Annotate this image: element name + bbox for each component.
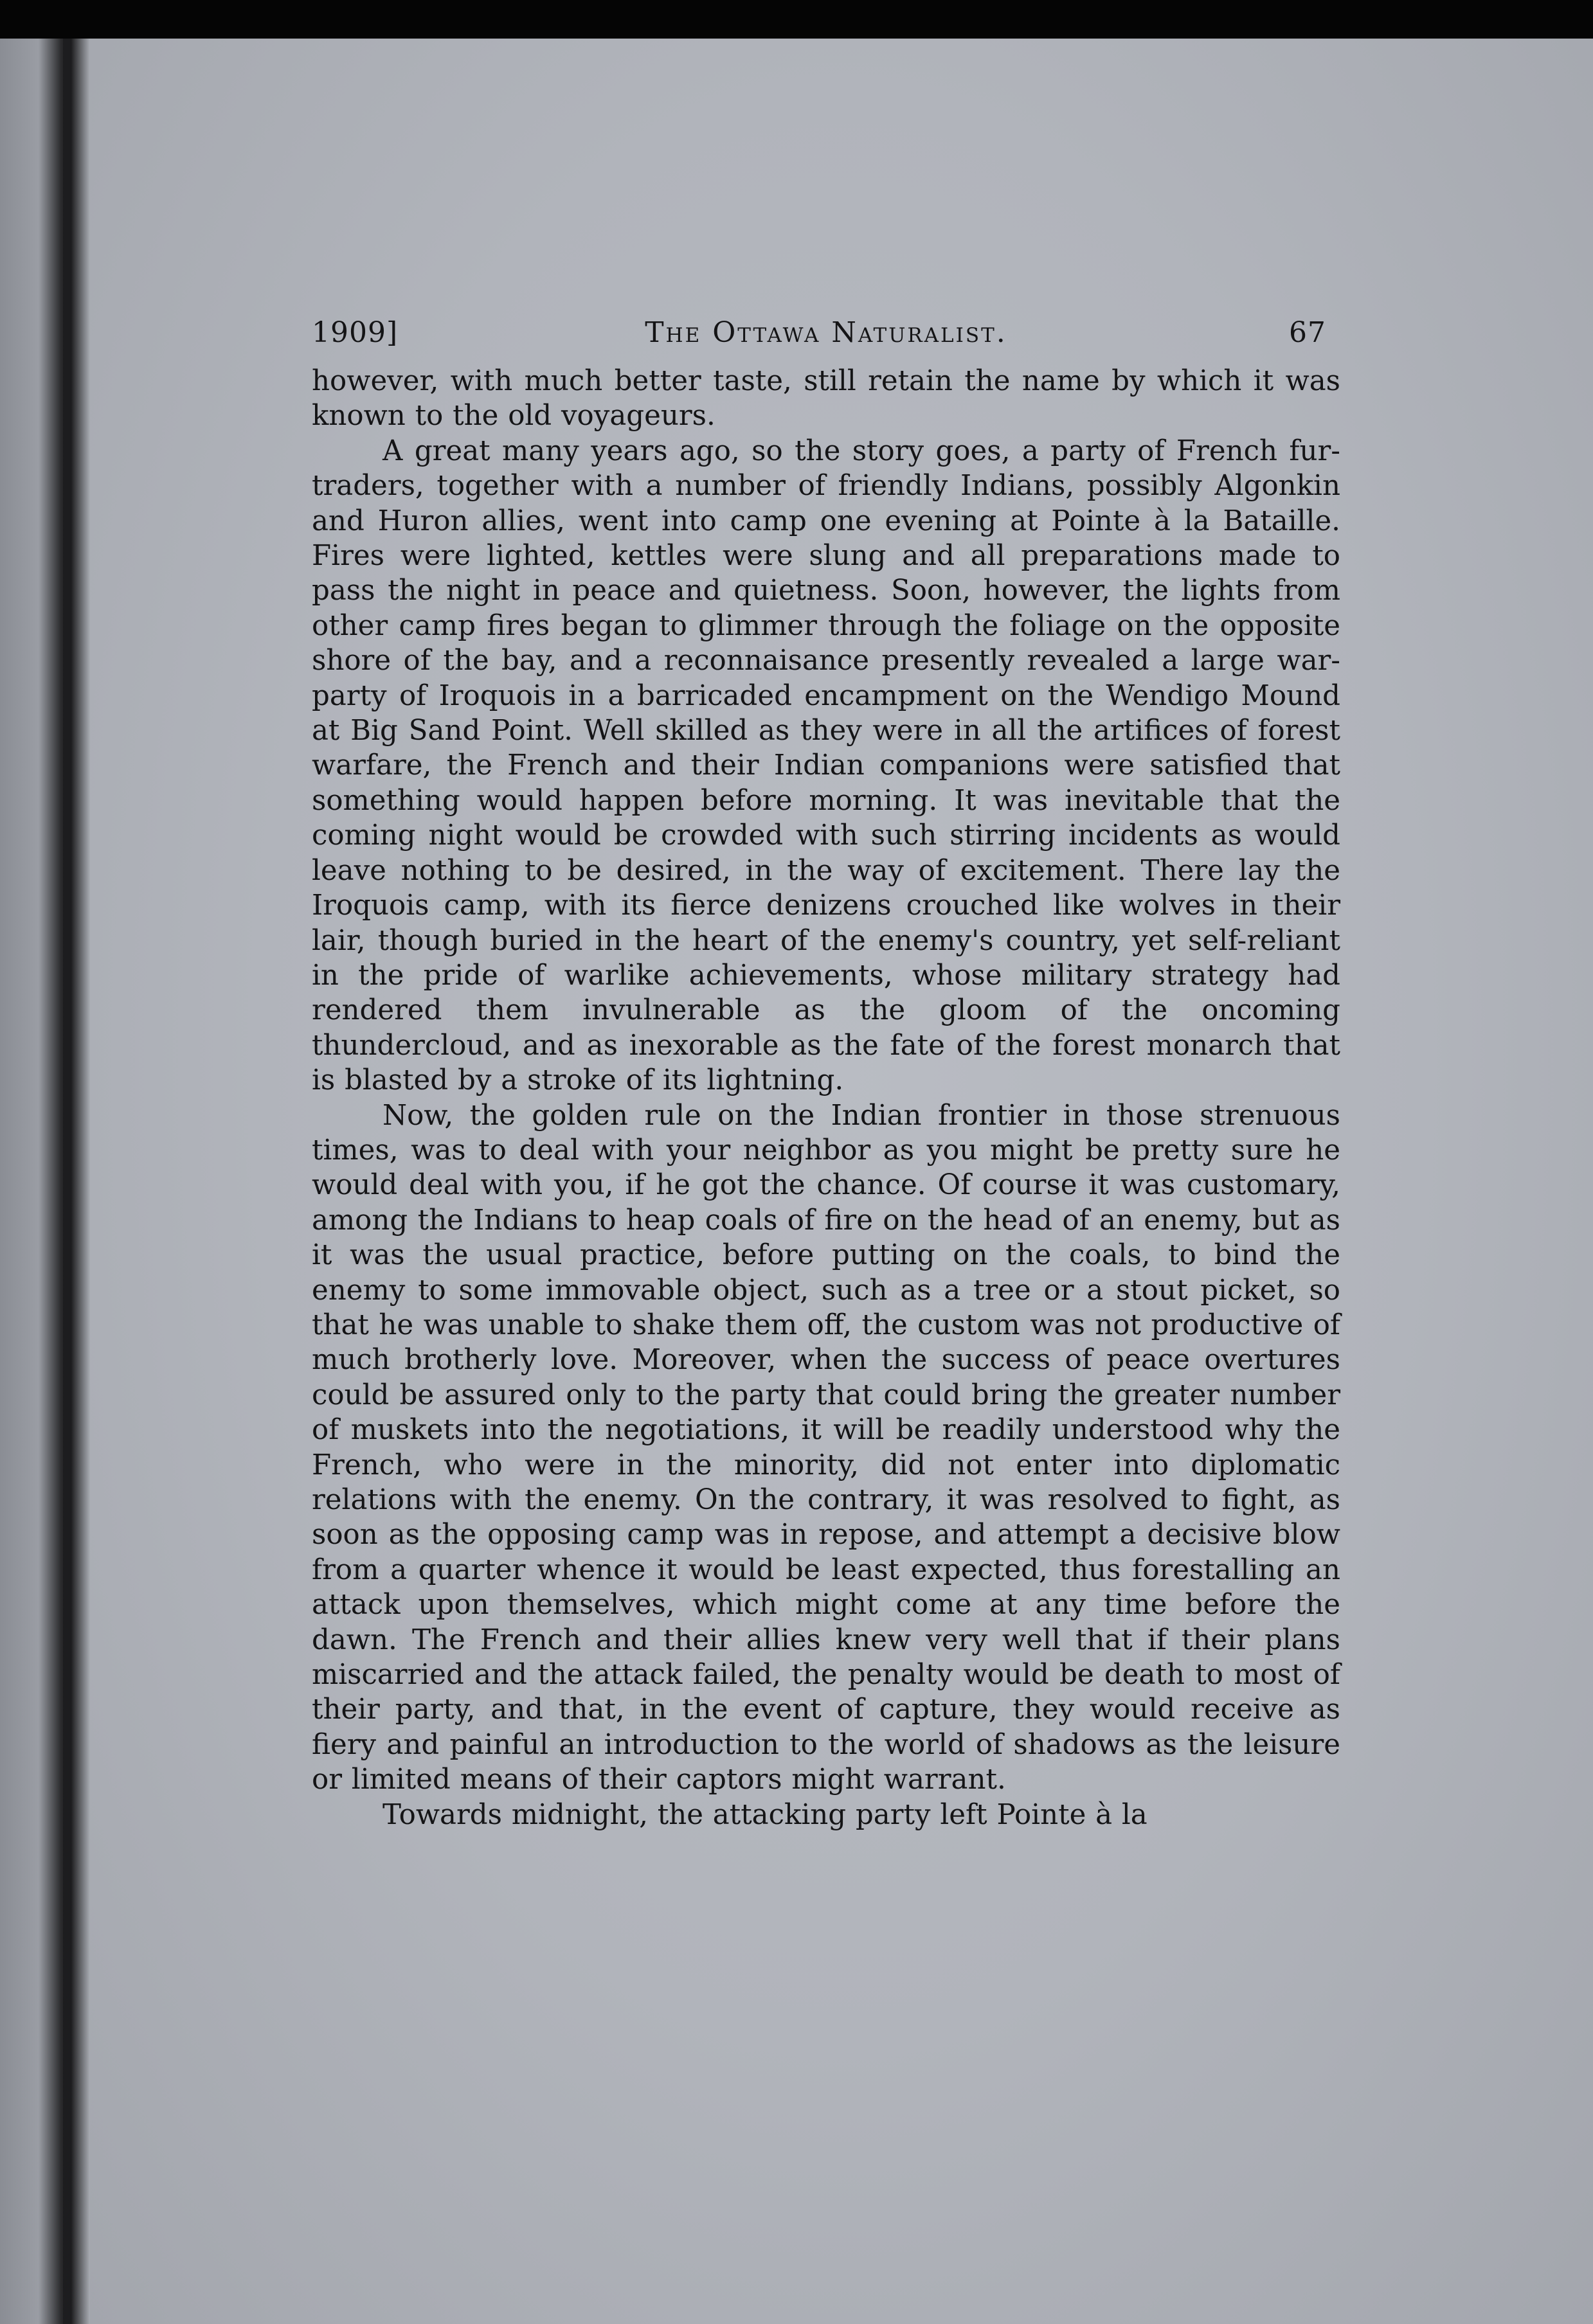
page-content [312,308,1340,1832]
paragraph-1: however, with much better taste, still retain the name by which it was known to the old voyageurs. [312,365,1340,433]
paragraph-4: Towards midnight, the attacking party left Pointe à la [382,1798,1148,1831]
paragraph-2: A great many years ago, so the story goes, a party of French fur-traders, together with a number of friendly Indians, possibly Algonkin and Huron allies, went into camp one evening at Pointe à la Bataille. Fires were lighted, kettles were slung and all preparations made to pass the night in peace and quietness. Soon, however, the lights from other camp fires began to glimmer through the foliage on the opposite shore of the bay, and a reconnaisance presently revealed a large war-party of Iroquois in a barricaded encampment on the Wendigo Mound at Big Sand Point. Well skilled as they were in all the artifices of forest warfare, the French and their Indian companions were satisfied that something would happen before morning. It was inevitable that the coming night would be crowded with such stirring incidents as would leave nothing to be desired, in the way of excitement. There lay the Iroquois camp, with its fierce denizens crouched like wolves in their lair, though buried in the heart of the enemy's country, yet self-reliant in the pride of warlike achievements, whose military strategy had rendered them invulnerable as the gloom of the oncoming thundercloud, and as inexorable as the fate of the forest monarch that is blasted by a stroke of its lightning. [312,434,1340,1097]
running-head-year: 1909] [312,316,399,349]
running-head-title: The Ottawa Naturalist. [645,316,1007,349]
scan-top-border [0,0,1593,39]
book-spine-shadow [63,39,71,2324]
paragraph-3: Now, the golden rule on the Indian frontier in those strenuous times, was to deal with your neighbor as you might be pretty sure he would deal with you, if he got the chance. Of course it was customary, among the Indians to heap coals of fire on the head of an enemy, but as it was the usual practice, before putting on the coals, to bind the enemy to some immovable object, such as a tree or a stout picket, so that he was unable to shake them off, the custom was not productive of much brotherly love. Moreover, when the success of peace overtures could be assured only to the party that could bring the greater number of muskets into the negotiations, it will be readily understood why the French, who were in the minority, did not enter into diplomatic relations with the enemy. On the contrary, it was resolved to fight, as soon as the opposing camp was in repose, and attempt a decisive blow from a quarter whence it would be least expected, thus forestalling an attack upon themselves, which might come at any time before the dawn. The French and their allies knew very well that if their plans miscarried and the attack failed, the penalty would be death to most of their party, and that, in the event of capture, they would receive as fiery and painful an introduction to the world of shadows as the leisure or limited means of their captors might warrant. [312,1099,1340,1796]
body-text [312,364,1340,1832]
adjacent-page-edge [0,39,93,2324]
page-number: 67 [1289,316,1326,349]
running-head [312,308,1340,353]
